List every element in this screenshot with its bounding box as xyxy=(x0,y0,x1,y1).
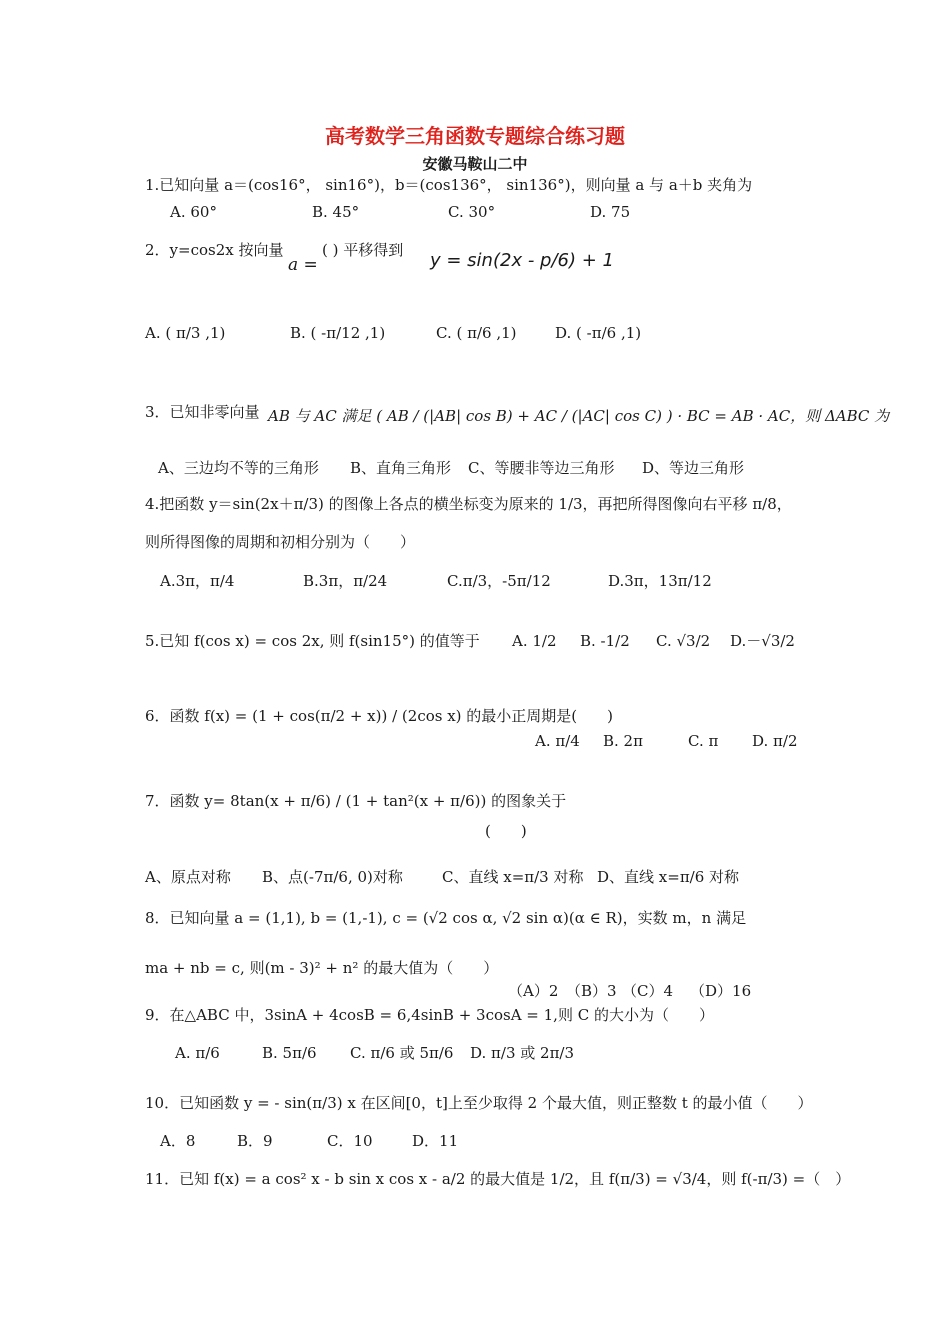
q3-option-d: D、等边三角形 xyxy=(642,459,745,477)
q1-option-b: B. 45° xyxy=(312,203,360,221)
q1-option-c: C. 30° xyxy=(448,203,496,221)
q2-target-function: y = sin(2x - p/6) + 1 xyxy=(430,250,614,271)
q2-option-d: D. ( -π/6 ,1) xyxy=(555,324,642,342)
question-11-stem: 11．已知 f(x) = a cos² x - b sin x cos x - a/2 的最大值是 1/2，且 f(π/3) = √3/4，则 f(-π/3) =（ ） xyxy=(145,1170,851,1188)
question-3-body: AB 与 AC 满足 ( AB / (|AB| cos B) + AC / (|AC| cos C) ) · BC = AB · AC，则 ΔABC 为 xyxy=(268,407,890,425)
question-4-line-1: 4.把函数 y＝sin(2x＋π/3) 的图像上各点的横坐标变为原来的 1/3，再把所得图像向右平移 π/8， xyxy=(145,495,792,513)
q7-answer-paren: ( ) xyxy=(485,822,527,840)
question-3-prefix: 3．已知非零向量 xyxy=(145,403,260,421)
q2-option-c: C. ( π/6 ,1) xyxy=(436,324,517,342)
q8-option-d: （D）16 xyxy=(690,982,752,1000)
q2-vector-a: a = xyxy=(288,255,318,275)
q9-option-d: D. π/3 或 2π/3 xyxy=(470,1044,575,1062)
q4-option-c: C.π/3，-5π/12 xyxy=(447,572,551,590)
q1-option-a: A. 60° xyxy=(170,203,217,221)
q6-option-c: C. π xyxy=(688,732,719,750)
q3-option-b: B、直角三角形 xyxy=(350,459,452,477)
q7-option-a: A、原点对称 xyxy=(145,868,231,886)
question-9-stem: 9．在△ABC 中，3sinA + 4cosB = 6,4sinB + 3cosA = 1,则 C 的大小为（ ） xyxy=(145,1006,714,1024)
q3-option-a: A、三边均不等的三角形 xyxy=(158,459,319,477)
question-8-line-2: ma + nb = c, 则(m - 3)² + n² 的最大值为（ ） xyxy=(145,959,499,977)
question-6-stem: 6．函数 f(x) = (1 + cos(π/2 + x)) / (2cos x) 的最小正周期是( ) xyxy=(145,707,614,725)
school-name: 安徽马鞍山二中 xyxy=(422,155,528,173)
q10-option-b: B．9 xyxy=(237,1132,273,1150)
question-7-stem: 7．函数 y= 8tan(x + π/6) / (1 + tan²(x + π/6)) 的图象关于 xyxy=(145,792,567,810)
q4-option-d: D.3π，13π/12 xyxy=(608,572,712,590)
question-5-stem: 5.已知 f(cos x) = cos 2x, 则 f(sin15°) 的值等于 xyxy=(145,632,480,650)
q8-option-a: （A）2 xyxy=(508,982,559,1000)
q6-option-b: B. 2π xyxy=(603,732,643,750)
question-1-stem: 1.已知向量 a＝(cos16°， sin16°)，b＝(cos136°， sin136°)，则向量 a 与 a＋b 夹角为 xyxy=(145,176,753,194)
question-8-line-1: 8．已知向量 a = (1,1), b = (1,-1), c = (√2 cos α, √2 sin α)(α ∈ R)，实数 m，n 满足 xyxy=(145,909,747,927)
question-2-stem: 2．y=cos2x 按向量 xyxy=(145,241,284,259)
q4-option-a: A.3π，π/4 xyxy=(160,572,235,590)
q9-option-b: B. 5π/6 xyxy=(262,1044,317,1062)
q5-option-c: C. √3/2 xyxy=(656,632,711,650)
q9-option-c: C. π/6 或 5π/6 xyxy=(350,1044,454,1062)
q10-option-c: C．10 xyxy=(327,1132,373,1150)
q2-option-b: B. ( -π/12 ,1) xyxy=(290,324,386,342)
q1-option-d: D. 75 xyxy=(590,203,631,221)
q6-option-d: D. π/2 xyxy=(752,732,798,750)
q2-paren: ( ) 平移得到 xyxy=(322,241,404,259)
q9-option-a: A. π/6 xyxy=(175,1044,220,1062)
q7-option-d: D、直线 x=π/6 对称 xyxy=(597,868,740,886)
q3-option-c: C、等腰非等边三角形 xyxy=(468,459,615,477)
q10-option-a: A．8 xyxy=(160,1132,196,1150)
q5-option-d: D.－√3/2 xyxy=(730,632,795,650)
q10-option-d: D．11 xyxy=(412,1132,459,1150)
q4-option-b: B.3π，π/24 xyxy=(303,572,388,590)
question-10-stem: 10．已知函数 y = - sin(π/3) x 在区间[0，t]上至少取得 2 个最大值，则正整数 t 的最小值（ ） xyxy=(145,1094,813,1112)
q2-option-a: A. ( π/3 ,1) xyxy=(145,324,226,342)
q8-option-c: （C）4 xyxy=(622,982,674,1000)
q8-option-b: （B）3 xyxy=(566,982,617,1000)
question-4-line-2: 则所得图像的周期和初相分别为（ ） xyxy=(145,533,416,551)
page-title: 高考数学三角函数专题综合练习题 xyxy=(325,124,625,148)
q5-option-b: B. -1/2 xyxy=(580,632,630,650)
q7-option-c: C、直线 x=π/3 对称 xyxy=(442,868,584,886)
q6-option-a: A. π/4 xyxy=(535,732,580,750)
q5-option-a: A. 1/2 xyxy=(512,632,557,650)
q7-option-b: B、点(-7π/6, 0)对称 xyxy=(262,868,403,886)
